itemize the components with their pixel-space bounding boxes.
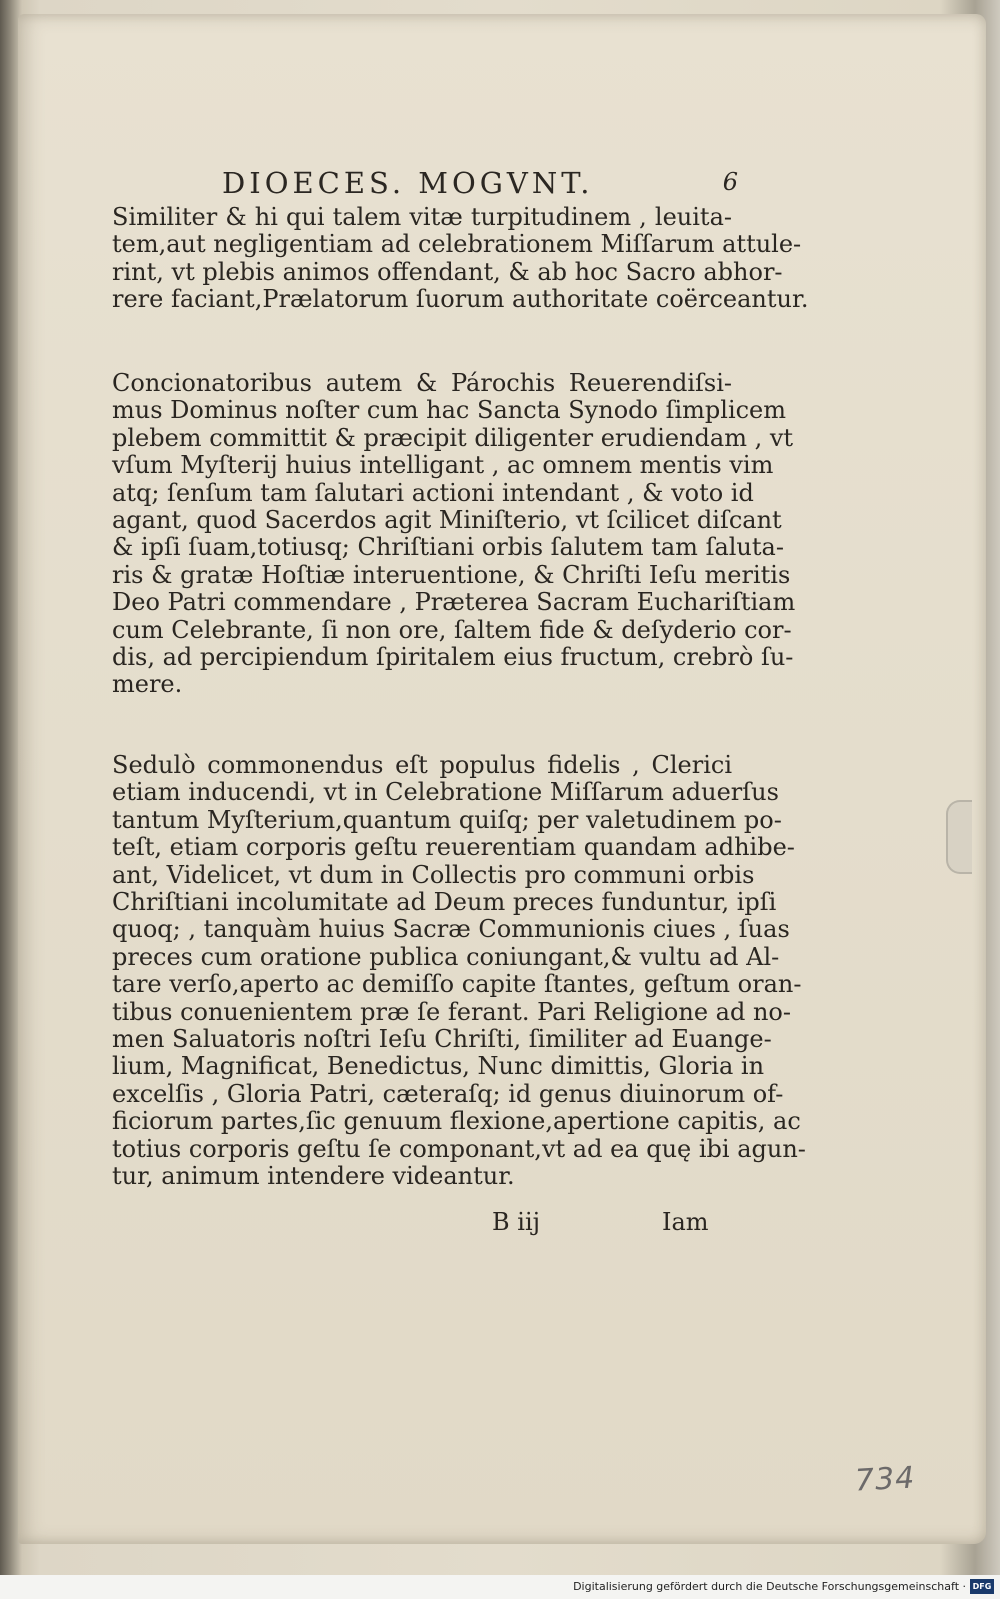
folio-number: 6 <box>722 168 742 196</box>
text-line: rere faciant,Prælatorum ſuorum authoritate coërceantur. <box>112 285 809 314</box>
catchword: Iam <box>662 1208 709 1236</box>
dfg-logo: DFG <box>970 1579 994 1594</box>
text-line: mere. <box>112 670 183 699</box>
text-line: tibus conuenientem præ ſe ferant. Pari Religione ad no- <box>112 997 791 1026</box>
text-line: etiam inducendi, vt in Celebratione Miſſarum aduerſus <box>112 778 779 807</box>
page-clasp <box>946 800 972 874</box>
text-line: tare verſo,aperto ac demiſſo capite ſtantes, geſtum oran- <box>112 970 802 999</box>
text-line: plebem committit & præcipit diligenter erudiendam , vt <box>112 423 794 452</box>
text-line: Deo Patri commendare , Præterea Sacram Euchariſtiam <box>112 588 796 617</box>
text-line: teſt, etiam corporis geſtu reuerentiam quandam adhibe- <box>112 833 795 862</box>
text-line: dis, ad percipiendum ſpiritalem eius fructum, crebrò ſu- <box>112 643 794 672</box>
text-line: mus Dominus noſter cum hac Sancta Synodo ſimplicem <box>112 396 787 425</box>
paragraph-3 <box>112 751 806 1191</box>
signature-mark: B iij <box>492 1208 541 1236</box>
footer-bar <box>0 1575 1000 1599</box>
text-line: quoq; , tanquàm huius Sacræ Communionis ciues , ſuas <box>112 915 790 944</box>
running-head-title: DIOECES. MOGVNT. <box>222 166 594 200</box>
text-line: Similiter & hi qui talem vitæ turpitudinem , leuita- <box>112 203 732 231</box>
text-line: Chriſtiani incolumitate ad Deum preces funduntur, ipſi <box>112 888 777 917</box>
text-line: men Saluatoris noſtri Ieſu Chriſti, ſimiliter ad Euange- <box>112 1025 772 1054</box>
funding-credit: Digitalisierung gefördert durch die Deutsche Forschungsgemeinschaft · <box>573 1580 966 1593</box>
text-line: agant, quod Sacerdos agit Miniſterio, vt ſcilicet diſcant <box>112 506 782 535</box>
text-line: rint, vt plebis animos offendant, & ab hoc Sacro abhor- <box>112 257 783 286</box>
text-line: cum Celebrante, ſi non ore, ſaltem fide & deſyderio cor- <box>112 615 792 644</box>
text-line: ficiorum partes,ſic genuum flexione,apertione capitis, ac <box>112 1107 801 1136</box>
text-line: lium, Magnificat, Benedictus, Nunc dimittis, Gloria in <box>112 1052 765 1081</box>
text-line: tem,aut negligentiam ad celebrationem Miſſarum attule- <box>112 230 802 259</box>
text-line: Sedulò commonendus eſt populus fidelis , Clerici <box>112 751 732 779</box>
pencil-annotation: 734 <box>854 1460 917 1499</box>
text-line: totius corporis geſtu ſe componant,vt ad ea quę ibi agun- <box>112 1134 806 1163</box>
text-line: Concionatoribus autem & Párochis Reuerendiſsi- <box>112 369 732 397</box>
text-line: ant, Videlicet, vt dum in Collectis pro communi orbis <box>112 860 755 889</box>
running-head <box>222 162 742 202</box>
paragraph-2 <box>112 369 796 699</box>
paragraph-1 <box>112 203 809 314</box>
text-line: vſum Myſterij huius intelligant , ac omnem mentis vim <box>112 451 774 480</box>
text-line: & ipſi ſuam,totiusq; Chriſtiani orbis ſalutem tam ſaluta- <box>112 533 784 562</box>
text-line: tur, animum intendere videantur. <box>112 1162 515 1191</box>
text-line: excelſis , Gloria Patri, cæteraſq; id genus diuinorum of- <box>112 1079 784 1108</box>
text-line: preces cum oratione publica coniungant,& vultu ad Al- <box>112 942 780 971</box>
text-line: atq; ſenſum tam ſalutari actioni intendant , & voto id <box>112 478 754 507</box>
text-line: tantum Myſterium,quantum quiſq; per valetudinem po- <box>112 805 782 834</box>
text-line: ris & gratæ Hoſtiæ interuentione, & Chriſti Ieſu meritis <box>112 560 791 589</box>
